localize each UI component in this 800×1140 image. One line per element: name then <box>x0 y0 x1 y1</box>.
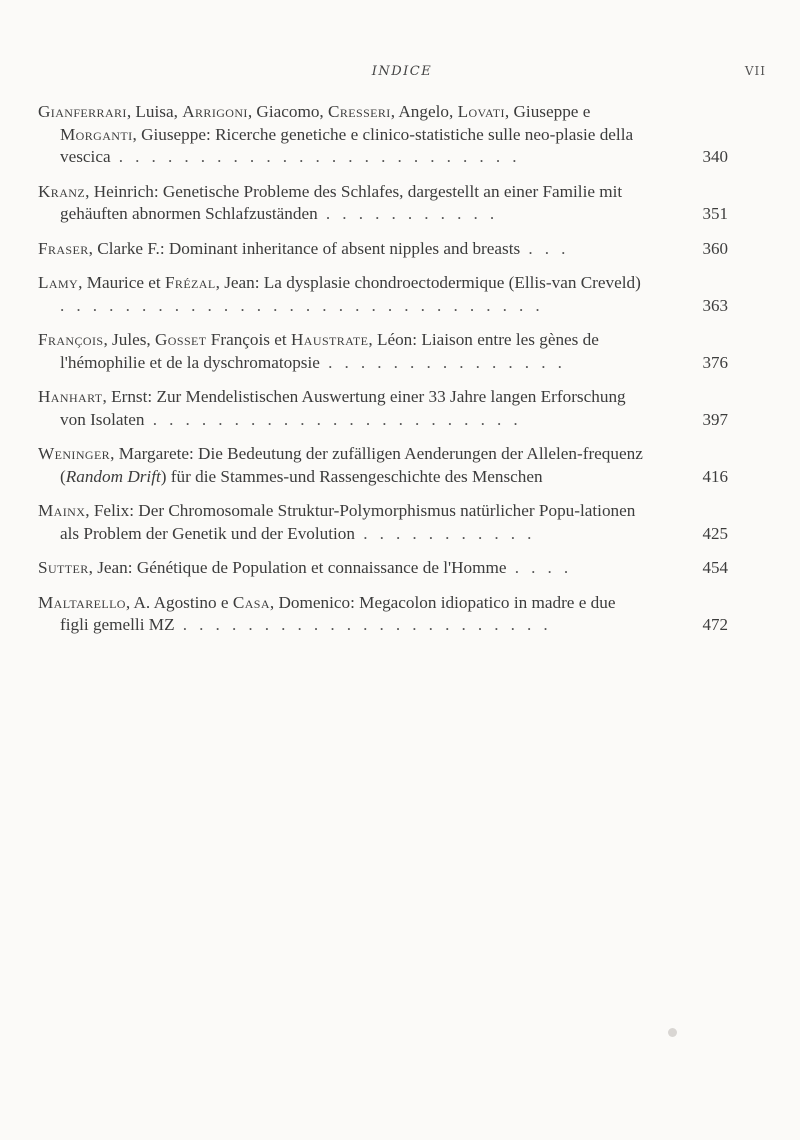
author-name: Morganti <box>60 124 133 144</box>
paper-speck <box>668 1028 677 1037</box>
entry-segment: , Felix: Der Chromosomale Struktur-Polymorphismus natürlicher Popu-lationen als Problem der Genetik und der Evolution <box>60 501 636 543</box>
author-name: Maltarello <box>38 592 126 612</box>
entry-text <box>38 272 648 317</box>
author-name: Mainx <box>38 501 86 520</box>
entry-segment: , Giacomo, <box>247 102 329 121</box>
entry-page-number: 454 <box>702 558 728 577</box>
entry-text <box>38 443 648 488</box>
entry-text <box>38 557 648 580</box>
entry-segment: , Léon: Liaison entre les gènes de l'hémophilie et de la dyschromatopsie <box>60 330 599 372</box>
author-name: Frézal <box>164 273 216 292</box>
entry-page-number: 472 <box>702 615 728 634</box>
dot-leader: . . . . . . . . . . . . . . . <box>319 352 566 372</box>
entry-segment: , Jean: La dysplasie chondroectodermique (Ellis-van Creveld) <box>215 273 641 292</box>
dot-leader: . . . <box>520 238 570 258</box>
entry-segment: , Ernst: Zur Mendelistischen Auswertung einer 33 Jahre langen Erforschung von Isolaten <box>60 387 626 429</box>
author-name: Gianferrari <box>38 102 127 121</box>
dot-leader: . . . . . . . . . . . . . . . . . . . . . . . . . <box>110 147 521 166</box>
dot-leader: . . . . . . . . . . . <box>317 204 499 223</box>
author-name: Lamy <box>38 273 79 292</box>
author-name: Cresseri <box>328 102 391 121</box>
author-name: Gosset <box>155 330 207 349</box>
entry-segment: , Luisa, <box>126 102 183 121</box>
entry-segment: ) für die Stammes-und Rassengeschichte des Menschen <box>160 466 543 486</box>
dot-leader: . . . . . . . . . . . . . . . . . . . . . . . . . . . . . . <box>60 295 544 315</box>
author-name: Casa <box>232 592 270 612</box>
entry-segment: , A. Agostino e <box>125 592 233 612</box>
entry-segment: , Maurice et <box>78 273 165 292</box>
toc-entry[interactable] <box>38 101 738 169</box>
entry-segment: , Domenico: Megacolon idiopatico in madre e due figli gemelli MZ <box>60 592 616 634</box>
entry-page-number: 351 <box>702 204 728 223</box>
author-name: Sutter <box>38 558 89 577</box>
author-name: Hanhart <box>38 387 103 406</box>
running-header <box>38 64 766 88</box>
entry-page-number: 360 <box>702 238 728 258</box>
author-name: Lovati <box>457 102 505 121</box>
dot-leader: . . . . . . . . . . . <box>355 523 536 543</box>
dot-leader: . . . . . . . . . . . . . . . . . . . . . . . <box>144 409 522 429</box>
toc-entry[interactable] <box>38 592 738 637</box>
entry-text <box>38 101 648 169</box>
entry-segment: , Jules, <box>103 330 155 349</box>
author-name: Arrigoni <box>182 102 248 121</box>
entry-segment: François et <box>206 330 291 349</box>
entry-text <box>38 181 648 226</box>
toc-entry[interactable] <box>38 329 738 374</box>
entry-segment: , Heinrich: Genetische Probleme des Schlafes, dargestellt an einer Familie mit gehäuften abnormen Schlafzuständen <box>60 181 623 223</box>
running-title: INDICE <box>371 64 433 79</box>
toc-entry[interactable] <box>38 181 738 226</box>
entry-text <box>38 238 648 261</box>
entry-segment: , Margarete: Die Bedeutung der zufälligen Aenderungen der Allelen-frequenz ( <box>60 444 643 486</box>
toc-entry[interactable] <box>38 557 738 580</box>
entry-page-number: 363 <box>702 295 728 315</box>
toc-entry[interactable] <box>38 443 738 488</box>
entry-text <box>38 386 648 431</box>
entry-text <box>38 500 648 545</box>
entry-page-number: 425 <box>702 523 728 543</box>
italic-term: Random Drift <box>65 466 161 486</box>
entry-segment: , Clarke F.: Dominant inheritance of absent nipples and breasts <box>88 238 521 258</box>
toc-entry[interactable] <box>38 386 738 431</box>
author-name: Weninger <box>38 444 111 463</box>
entry-segment: , Giuseppe e <box>504 102 591 121</box>
author-name: Kranz <box>38 181 86 201</box>
toc-entry[interactable] <box>38 272 738 317</box>
page-number: VII <box>744 64 766 78</box>
table-of-contents <box>38 101 738 649</box>
dot-leader: . . . . <box>506 558 573 577</box>
entry-page-number: 376 <box>702 352 728 372</box>
entry-page-number: 416 <box>702 466 728 486</box>
author-name: François <box>38 330 104 349</box>
entry-segment: , Giuseppe: Ricerche genetiche e clinico-statistiche sulle neo-plasie della vescica <box>60 124 634 166</box>
author-name: Haustrate <box>291 330 369 349</box>
entry-page-number: 340 <box>702 147 728 166</box>
toc-entry[interactable] <box>38 500 738 545</box>
dot-leader: . . . . . . . . . . . . . . . . . . . . . . . <box>174 615 552 634</box>
entry-segment: , Angelo, <box>390 102 458 121</box>
entry-page-number: 397 <box>702 409 728 429</box>
entry-segment: , Jean: Génétique de Population et connaissance de l'Homme <box>88 558 507 577</box>
author-name: Fraser <box>38 238 89 258</box>
toc-entry[interactable] <box>38 238 738 261</box>
entry-text <box>38 592 648 637</box>
entry-text <box>38 329 648 374</box>
